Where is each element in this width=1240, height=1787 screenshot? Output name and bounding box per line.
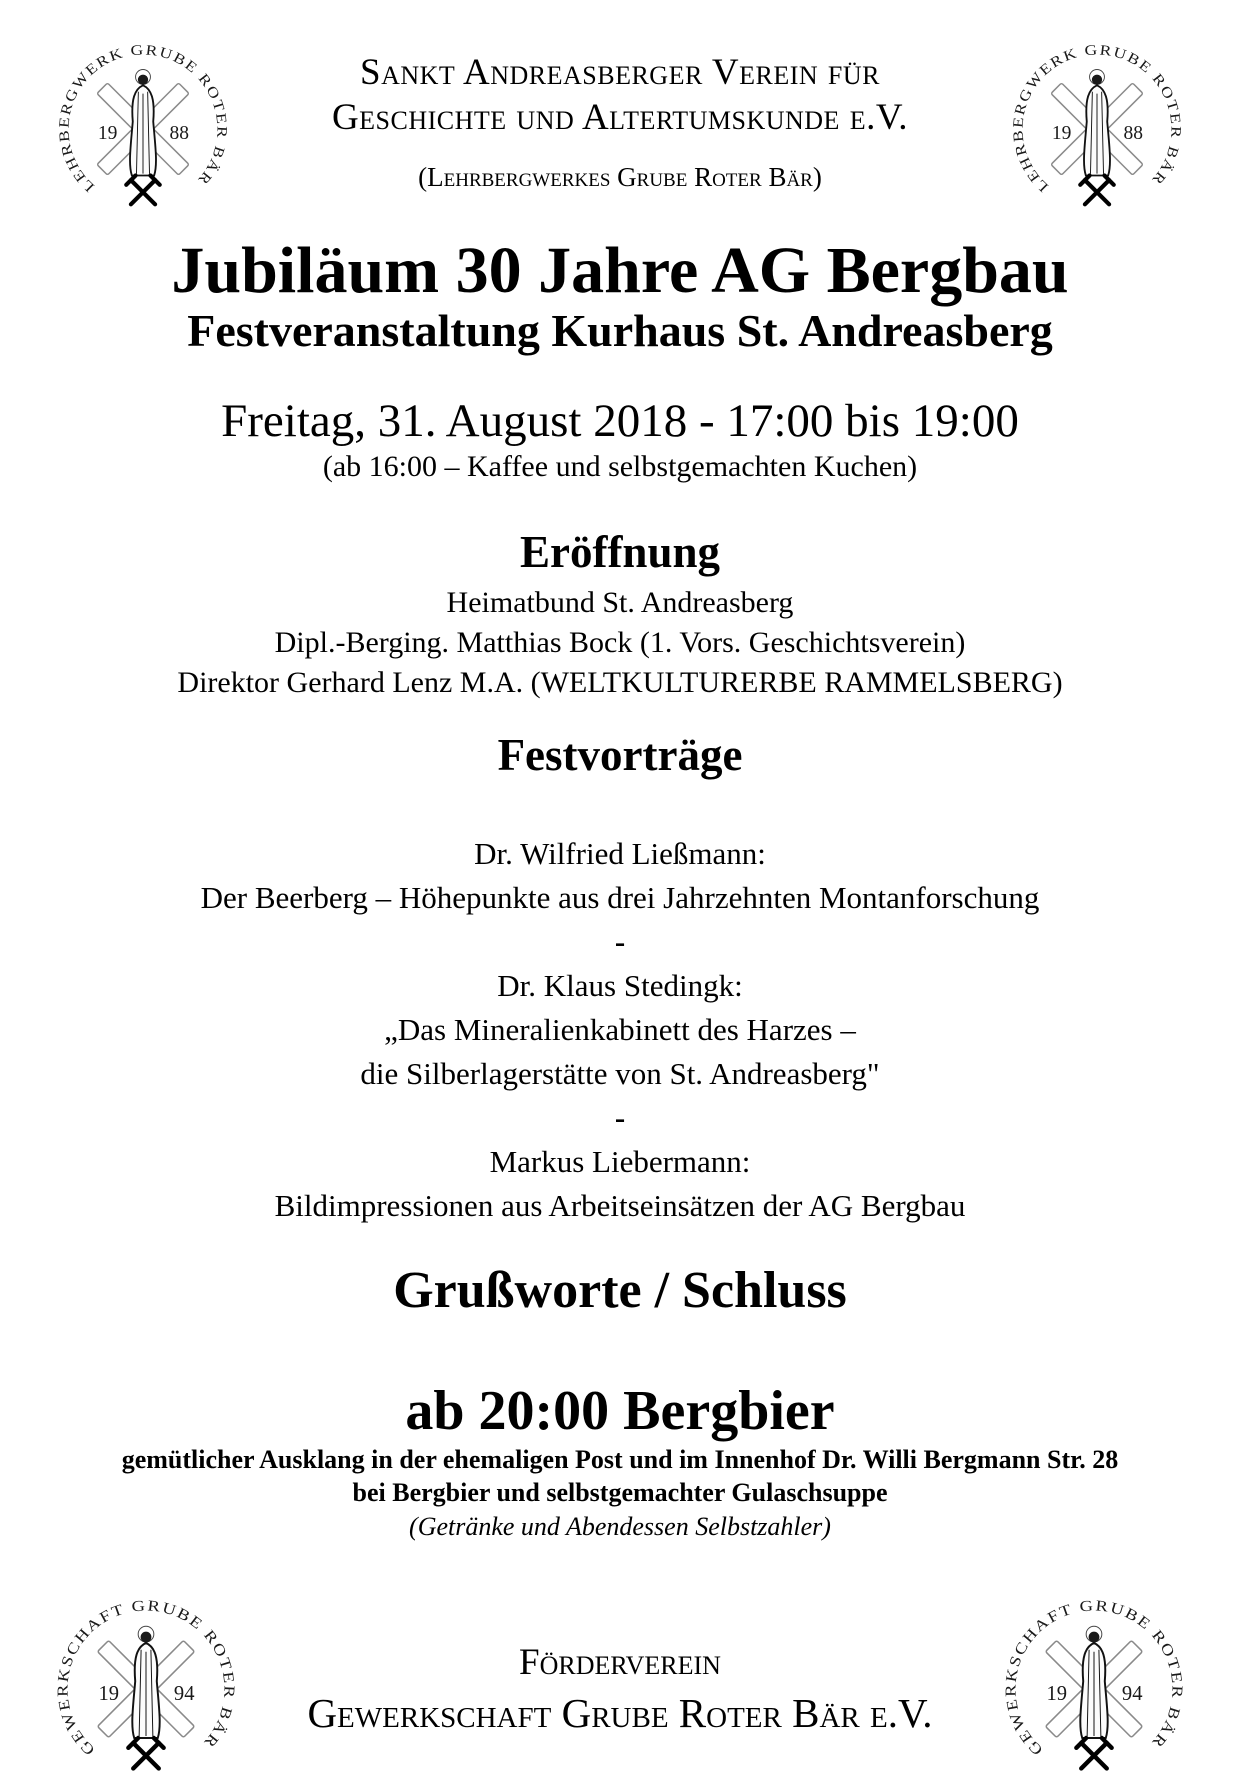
opening-line: Heimatbund St. Andreasberg <box>446 586 794 620</box>
seal-ring-text: LEHRBERGWERK GRUBE ROTER BÄR <box>56 42 230 195</box>
seal-year-left: 19 <box>1051 123 1072 145</box>
sponsor-name-line1: Förderverein <box>519 1641 721 1683</box>
lecture-speaker: Dr. Wilfried Ließmann: <box>474 836 766 872</box>
seal-logo-top-left <box>50 36 236 222</box>
seal-ring-text: GEWERKSCHAFT GRUBE ROTER BÄR <box>1002 1597 1186 1759</box>
opening-heading: Eröffnung <box>519 527 721 578</box>
pre-event-note: (ab 16:00 – Kaffee und selbstgemachten Kuchen) <box>322 449 918 483</box>
lecture-speaker: Markus Liebermann: <box>489 1144 751 1180</box>
hammer-pick-icon <box>1076 1738 1111 1768</box>
seal-logo-bottom-left <box>48 1591 244 1787</box>
seal-year-left: 19 <box>97 123 118 145</box>
seal-year-right: 88 <box>1123 123 1144 145</box>
event-title: Jubiläum 30 Jahre AG Bergbau <box>171 234 1069 307</box>
evening-note: (Getränke und Abendessen Selbstzahler) <box>409 1511 831 1541</box>
event-subtitle: Festveranstaltung Kurhaus St. Andreasberg <box>187 305 1053 357</box>
seal-ring-text: GEWERKSCHAFT GRUBE ROTER BÄR <box>54 1597 238 1759</box>
seal-year-left: 19 <box>98 1683 120 1706</box>
association-subname: (Lehrbergwerkes Grube Roter Bär) <box>418 162 822 193</box>
lecture-title: Bildimpressionen aus Arbeitseinsätzen der AG Bergbau <box>274 1188 966 1224</box>
seal-ring-text: LEHRBERGWERK GRUBE ROTER BÄR <box>1010 42 1184 195</box>
association-name-line1: Sankt Andreasberger Verein für <box>360 52 880 93</box>
lecture-separator: - <box>614 1100 626 1136</box>
lecture-item <box>0 964 1240 1096</box>
header <box>0 0 1240 222</box>
event-date: Freitag, 31. August 2018 - 17:00 bis 19:00 <box>221 395 1019 448</box>
lecture-title: „Das Mineralienkabinett des Harzes – <box>384 1012 856 1048</box>
evening-heading: ab 20:00 Bergbier <box>405 1379 835 1442</box>
sponsor-name-block <box>244 1639 996 1740</box>
lecture-item <box>0 832 1240 920</box>
sponsor-name-line2: Gewerkschaft Grube Roter Bär e.V. <box>307 1689 933 1736</box>
lecture-title: Der Beerberg – Höhepunkte aus drei Jahrzehnten Montanforschung <box>200 880 1040 916</box>
evening-detail-line2: bei Bergbier und selbstgemachter Gulaschsuppe <box>352 1478 888 1508</box>
lecture-separator: - <box>614 924 626 960</box>
closing-heading: Grußworte / Schluss <box>393 1262 847 1320</box>
opening-list <box>0 583 1240 702</box>
association-name-block <box>236 36 1004 193</box>
hammer-pick-icon <box>126 176 159 205</box>
association-name-line2: Geschichte und Altertumskunde e.V. <box>331 97 909 139</box>
lectures-heading: Festvorträge <box>497 730 743 781</box>
hammer-pick-icon <box>1080 176 1113 205</box>
seal-year-right: 88 <box>169 123 190 145</box>
seal-year-right: 94 <box>173 1683 195 1706</box>
lecture-item <box>0 1140 1240 1228</box>
evening-detail-line1: gemütlicher Ausklang in der ehemaligen Post und im Innenhof Dr. Willi Bergmann Str. 28 <box>121 1445 1119 1475</box>
seal-year-left: 19 <box>1046 1683 1068 1706</box>
seal-logo-bottom-right <box>996 1591 1192 1787</box>
seal-logo-top-right <box>1004 36 1190 222</box>
lectures-list <box>0 832 1240 1228</box>
lecture-title: die Silberlagerstätte von St. Andreasberg" <box>360 1056 880 1092</box>
footer <box>0 1591 1240 1787</box>
seal-year-right: 94 <box>1121 1683 1143 1706</box>
hammer-pick-icon <box>128 1738 163 1768</box>
opening-line: Dipl.-Berging. Matthias Bock (1. Vors. Geschichtsverein) <box>274 625 966 659</box>
opening-line: Direktor Gerhard Lenz M.A. (WELTKULTURERBE RAMMELSBERG) <box>177 665 1063 699</box>
lecture-speaker: Dr. Klaus Stedingk: <box>497 968 743 1004</box>
